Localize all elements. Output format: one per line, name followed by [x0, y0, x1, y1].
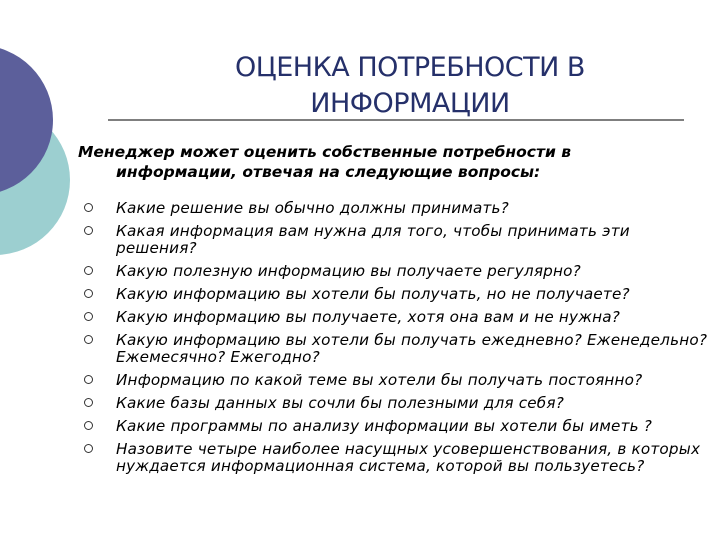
circle-bullet-icon: [84, 421, 93, 430]
list-item: [78, 309, 708, 326]
list-item-text: Какую информацию вы хотели бы получать ежедневно? Еженедельно? Ежемесячно? Ежегодно?: [116, 331, 708, 366]
list-item: [78, 332, 708, 366]
list-item: [78, 223, 708, 257]
list-item-text: Какую полезную информацию вы получаете регулярно?: [116, 262, 581, 280]
questions-list: [78, 200, 708, 481]
list-item-text: Какие программы по анализу информации вы хотели бы иметь ?: [116, 417, 653, 435]
circle-bullet-icon: [84, 226, 93, 235]
list-item-text: Какая информация вам нужна для того, чтобы принимать эти решения?: [116, 222, 630, 257]
list-item-text: Какие базы данных вы сочли бы полезными для себя?: [116, 394, 564, 412]
list-item: [78, 286, 708, 303]
circle-bullet-icon: [84, 375, 93, 384]
circle-bullet-icon: [84, 203, 93, 212]
circle-bullet-icon: [84, 289, 93, 298]
intro-text: Менеджер может оценить собственные потребности в информации, отвечая на следующие вопросы:: [78, 143, 572, 181]
circle-bullet-icon: [84, 312, 93, 321]
list-item-text: Какую информацию вы хотели бы получать, но не получаете?: [116, 285, 630, 303]
list-item: [78, 395, 708, 412]
list-item-text: Какие решение вы обычно должны принимать?: [116, 199, 509, 217]
list-item: [78, 263, 708, 280]
list-item: [78, 372, 708, 389]
slide-title: ОЦЕНКА ПОТРЕБНОСТИ В ИНФОРМАЦИИ: [235, 52, 585, 119]
list-item-text: Информацию по какой теме вы хотели бы получать постоянно?: [116, 371, 643, 389]
list-item: [78, 200, 708, 217]
circle-bullet-icon: [84, 444, 93, 453]
circle-bullet-icon: [84, 335, 93, 344]
list-item: [78, 418, 708, 435]
list-item: [78, 441, 708, 475]
list-item-text: Назовите четыре наиболее насущных усовершенствования, в которых нуждается информационная система, которой вы пользуетесь?: [116, 440, 701, 475]
circle-bullet-icon: [84, 398, 93, 407]
title-divider: [108, 119, 684, 121]
list-item-text: Какую информацию вы получаете, хотя она вам и не нужна?: [116, 308, 621, 326]
circle-bullet-icon: [84, 266, 93, 275]
